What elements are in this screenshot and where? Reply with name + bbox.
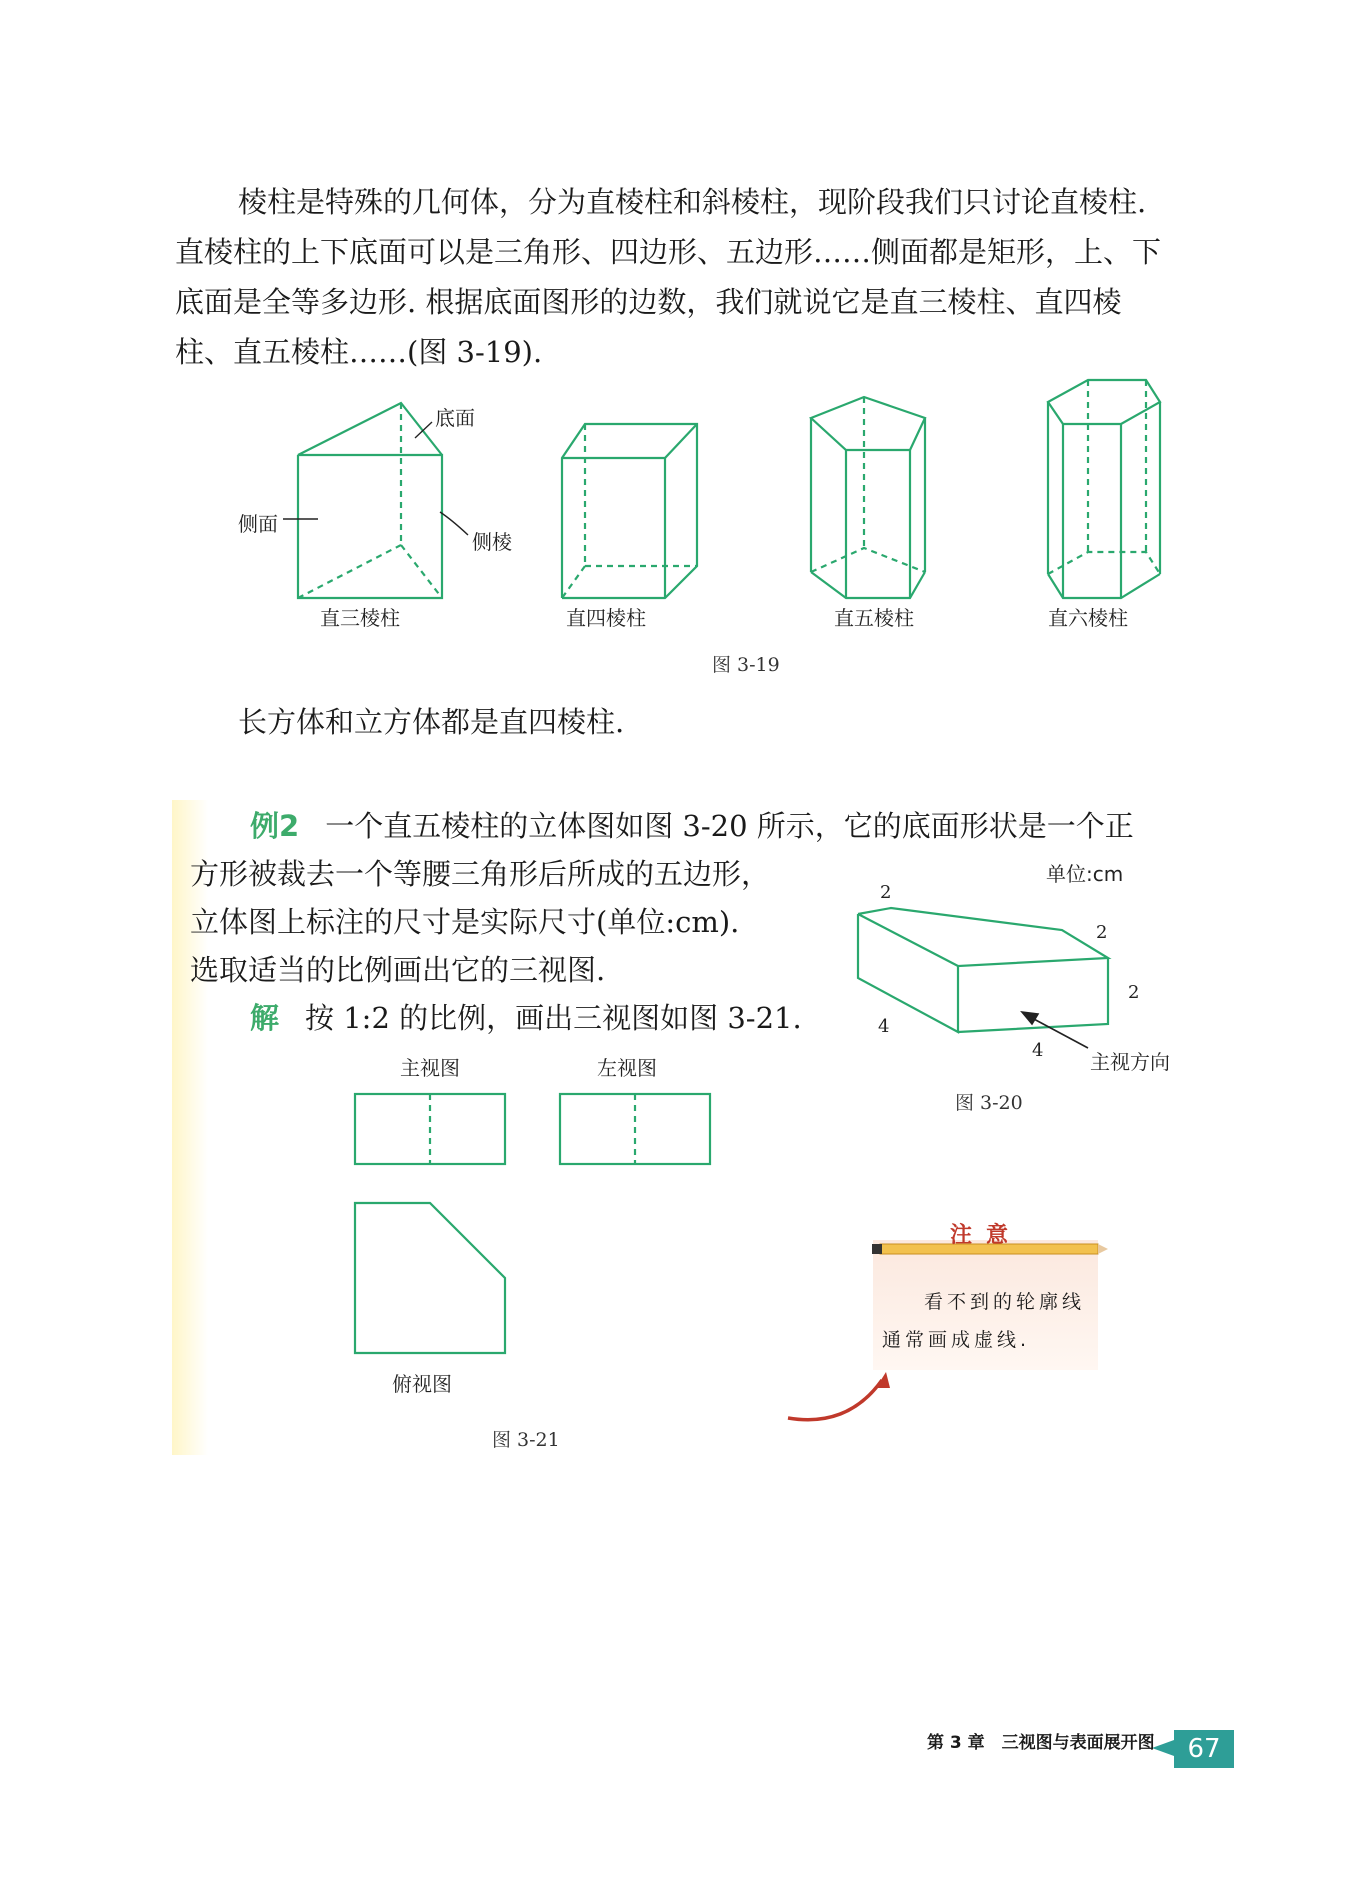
example-line-3: 立体图上标注的尺寸是实际尺寸(单位:cm).	[190, 905, 740, 939]
chapter-title: 第 3 章 三视图与表面展开图	[927, 1733, 1155, 1753]
unit-label: 单位:cm	[1046, 862, 1124, 886]
label-top-view: 俯视图	[392, 1372, 452, 1396]
label-base: 底面	[435, 406, 475, 430]
caption-3-21: 图 3-21	[492, 1429, 560, 1451]
label-lateral-edge: 侧棱	[472, 530, 512, 554]
view-direction-label: 主视方向	[1090, 1050, 1170, 1074]
cuboid-note: 长方体和立方体都是直四棱柱.	[238, 705, 625, 739]
name-pent-prism: 直五棱柱	[834, 606, 914, 630]
caption-3-19: 图 3-19	[712, 654, 780, 676]
intro-line-1: 棱柱是特殊的几何体，分为直棱柱和斜棱柱，现阶段我们只讨论直棱柱.	[238, 185, 1147, 219]
label-lateral-face: 侧面	[238, 512, 278, 536]
intro-line-4: 柱、直五棱柱……(图 3-19).	[175, 335, 543, 369]
example-tag: 例2	[250, 809, 300, 843]
dim-2-height: 2	[1128, 982, 1140, 1003]
caption-3-20: 图 3-20	[955, 1092, 1023, 1114]
dim-2-top: 2	[880, 882, 892, 903]
example-text-1: 一个直五棱柱的立体图如图 3-20 所示，它的底面形状是一个正	[325, 809, 1134, 843]
note-text: 看不到的轮廓线通常画成虚线.	[882, 1291, 1086, 1351]
name-rect-prism: 直四棱柱	[566, 606, 646, 630]
name-tri-prism: 直三棱柱	[320, 606, 400, 630]
dim-2-right-top: 2	[1096, 922, 1108, 943]
example-line-4: 选取适当的比例画出它的三视图.	[190, 953, 606, 987]
label-front-view: 主视图	[400, 1056, 460, 1080]
note-title: 注意	[950, 1223, 1023, 1248]
intro-line-2: 直棱柱的上下底面可以是三角形、四边形、五边形……侧面都是矩形，上、下	[175, 235, 1162, 269]
name-hex-prism: 直六棱柱	[1048, 606, 1128, 630]
intro-line-3: 底面是全等多边形. 根据底面图形的边数，我们就说它是直三棱柱、直四棱	[175, 285, 1122, 319]
dim-4-width: 4	[1032, 1040, 1044, 1061]
solution-text: 按 1:2 的比例，画出三视图如图 3-21.	[305, 1001, 802, 1035]
example-line-2: 方形被裁去一个等腰三角形后所成的五边形，	[190, 857, 771, 891]
label-left-view: 左视图	[597, 1056, 657, 1080]
solution-tag: 解	[250, 1001, 280, 1035]
dim-4-depth: 4	[878, 1016, 890, 1037]
page-number: 67	[1174, 1730, 1234, 1768]
